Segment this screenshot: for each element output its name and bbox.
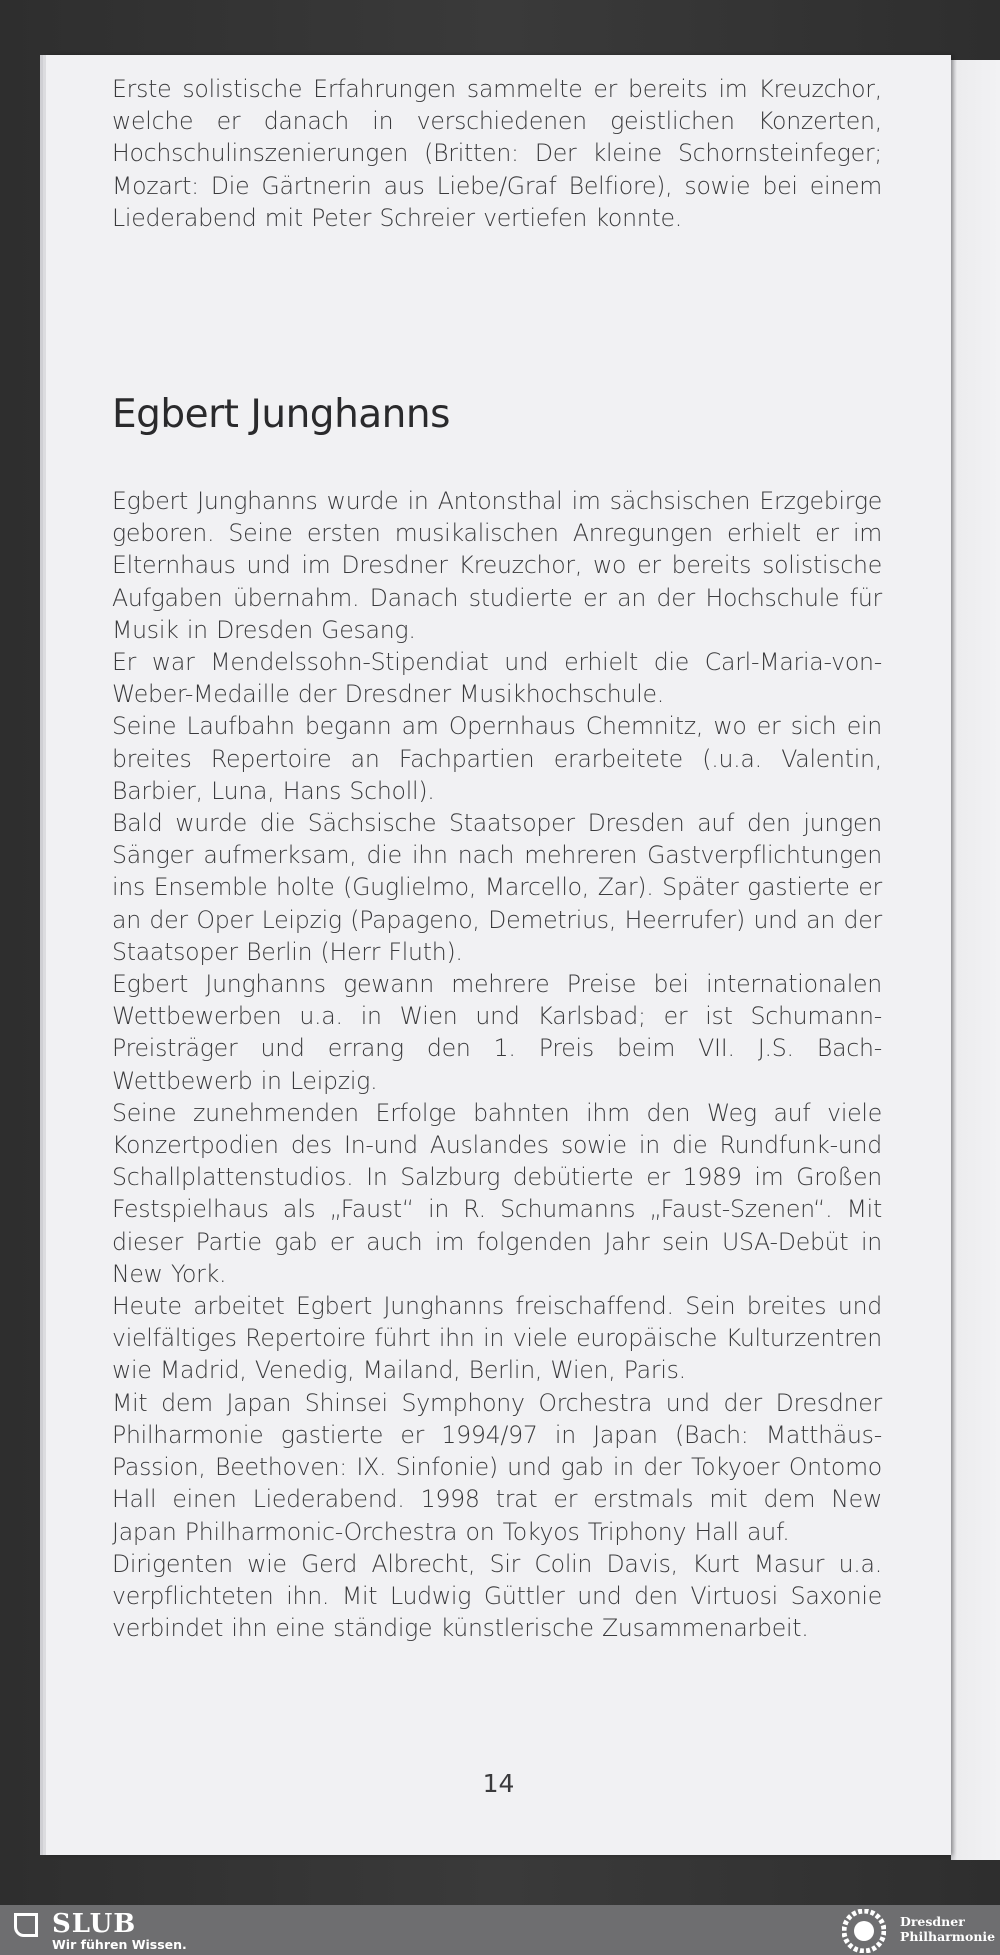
- dresdner-philharmonie-logo-icon[interactable]: [842, 1909, 886, 1953]
- bio-paragraph: Seine Laufbahn begann am Opernhaus Chemnitz, wo er sich ein breites Repertoire an Fachpartien erarbeitete (.u.a. Valentin, Barbier, Luna, Hans Scholl).: [112, 712, 882, 805]
- booklet-page: [46, 55, 951, 1855]
- bio-paragraph: Dirigenten wie Gerd Albrecht, Sir Colin Davis, Kurt Masur u.a. verpflichteten ihn. Mit Ludwig Güttler und den Virtuosi Saxonie verbindet ihn eine ständige künstlerische Zusammenarbeit.: [112, 1549, 882, 1643]
- bio-paragraph: Egbert Junghanns gewann mehrere Preise bei internationalen Wettbewerben u.a. in Wien und Karlsbad; er ist Schumann-Preisträger und errang den 1. Preis beim VII. J.S. Bach-Wettbewerb in Leipzig.: [112, 970, 882, 1095]
- bio-paragraph: Er war Mendelssohn-Stipendiat und erhielt die Carl-Maria-von-Weber-Medaille der Dresdner Musikhochschule.: [112, 648, 882, 709]
- partner-name-line2: Philharmonie: [900, 1929, 996, 1944]
- bio-paragraph: Mit dem Japan Shinsei Symphony Orchestra und der Dresdner Philharmonie gastierte er 1994/97 in Japan (Bach: Matthäus-Passion, Beethoven: IX. Sinfonie) und gab in der Tokyoer Ontomo Hall einen Liederabend. 1998 trat er erstmals mit dem New Japan Philharmonic-Orchestra on Tokyos Triphony Hall auf.: [112, 1388, 882, 1546]
- slub-logo-icon[interactable]: [14, 1913, 38, 1937]
- bio-paragraph: Heute arbeitet Egbert Junghanns freischaffend. Sein breites und vielfältiges Repertoire führt ihn in viele europäische Kulturzentren wie Madrid, Venedig, Mailand, Berlin, Wien, Paris.: [112, 1292, 882, 1385]
- artist-heading: Egbert Junghanns: [112, 392, 450, 437]
- bio-paragraph: Seine zunehmenden Erfolge bahnten ihm den Weg auf viele Konzertpodien des In-und Auslandes sowie in die Rundfunk-und Schallplattenstudios. In Salzburg debütierte er 1989 im Großen Festspielhaus als „Faust“ in R. Schumanns „Faust-Szenen“. Mit dieser Partie gab er auch im folgenden Jahr sein USA-Debüt in New York.: [112, 1098, 882, 1288]
- artist-biography: [112, 485, 882, 1644]
- slub-name[interactable]: SLUB: [52, 1909, 137, 1939]
- bio-paragraph: Egbert Junghanns wurde in Antonsthal im sächsischen Erzgebirge geboren. Seine ersten musikalischen Anregungen erhielt er im Elternhaus und im Dresdner Kreuzchor, wo er bereits solistische Aufgaben übernahm. Danach studierte er an der Hochschule für Musik in Dresden Gesang.: [112, 487, 882, 644]
- dresdner-philharmonie-name[interactable]: [900, 1914, 995, 1944]
- intro-section: [112, 73, 882, 234]
- page-number: 14: [482, 1769, 515, 1798]
- next-page-edge: [951, 60, 1000, 1860]
- partner-name-line1: Dresdner: [900, 1914, 965, 1929]
- intro-paragraph: Erste solistische Erfahrungen sammelte er bereits im Kreuzchor, welche er danach in verschiedenen geistlichen Konzerten, Hochschulinszenierungen (Britten: Der kleine Schornsteinfeger; Mozart: Die Gärtnerin aus Liebe/Graf Belfiore), sowie bei einem Liederabend mit Peter Schreier vertiefen konnte.: [112, 75, 882, 232]
- slub-tagline: Wir führen Wissen.: [52, 1937, 187, 1952]
- viewer-footer: [0, 1905, 1000, 1955]
- bio-paragraph: Bald wurde die Sächsische Staatsoper Dresden auf den jungen Sänger aufmerksam, die ihn nach mehreren Gastverpflichtungen ins Ensemble holte (Guglielmo, Marcello, Zar). Später gastierte er an der Oper Leipzig (Papageno, Demetrius, Heerrufer) und an der Staatsoper Berlin (Herr Fluth).: [112, 809, 882, 966]
